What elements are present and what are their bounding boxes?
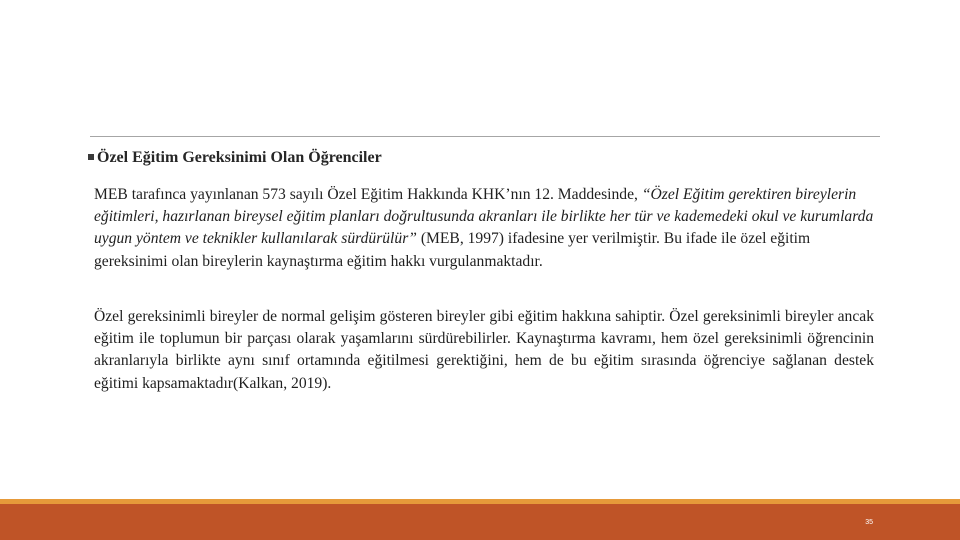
- footer-bar: [0, 504, 960, 540]
- page-number: 35: [865, 519, 873, 526]
- paragraph-2: Özel gereksinimli bireyler de normal gelişim gösteren bireyler gibi eğitim hakkına sahiptir. Özel gereksinimli bireyler ancak eğitim ile toplumun bir parçası olarak yaşamlarını sürdürebilirler. Kaynaştırma kavramı, hem özel gereksinimli öğrencinin akranlarıyla birlikte aynı sınıf ortamında eğitilmesi gerektiğini, hem de bu eğitim sırasında öğrenciye sağlanan destek eğitimi kapsamaktadır(Kalkan, 2019).: [94, 308, 874, 392]
- paragraph-1: [94, 184, 874, 273]
- paragraph-1-text: MEB tarafınca yayınlanan 573 sayılı Özel Eğitim Hakkında KHK’nın 12. Maddesinde,: [94, 186, 642, 203]
- paragraph-1-text-end: (MEB, 1997) ifadesine yer verilmiştir. Bu ifade ile özel eğitim gereksinimi olan bireylerin kaynaştırma eğitim hakkı vurgulanmaktadır.: [94, 230, 811, 270]
- paragraph-1-quote: “Özel Eğitim gerektiren bireylerin eğitimleri, hazırlanan bireysel eğitim planları doğrultusunda akranları ile birlikte her tür ve kademedeki okul ve kurumlarda uygun yöntem ve teknikler kullanılarak sürdürülür”: [94, 186, 874, 248]
- section-heading: [88, 149, 382, 167]
- title-divider: [90, 136, 880, 137]
- section-heading-text: Özel Eğitim Gereksinimi Olan Öğrenciler: [97, 149, 382, 166]
- square-bullet-icon: [88, 154, 94, 160]
